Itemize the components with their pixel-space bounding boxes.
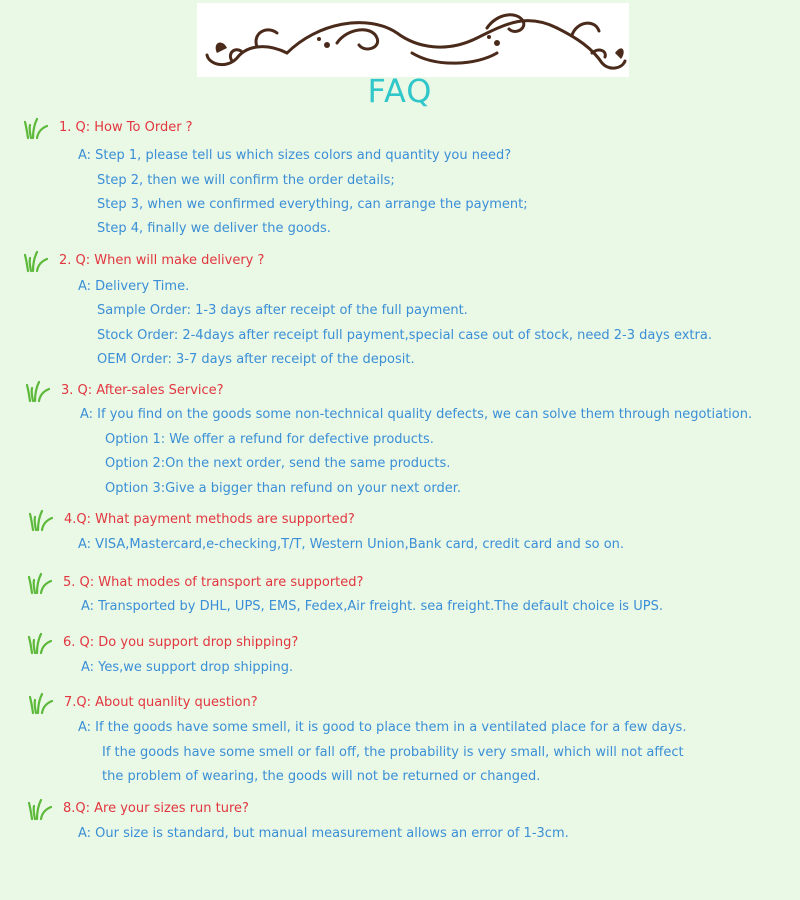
grass-leaf-icon	[28, 571, 52, 595]
ornamental-scroll-icon	[197, 3, 629, 77]
faq-answer-line: A: Yes,we support drop shipping.	[81, 660, 294, 675]
page-title: FAQ	[367, 72, 433, 110]
grass-leaf-icon	[24, 116, 48, 140]
grass-leaf-icon	[28, 797, 52, 821]
faq-question: 4.Q: What payment methods are supported?	[64, 512, 355, 527]
faq-question: 3. Q: After-sales Service?	[61, 383, 224, 398]
grass-leaf-icon	[28, 631, 52, 655]
faq-question: 7.Q: About quanlity question?	[64, 695, 258, 710]
faq-question: 8.Q: Are your sizes run ture?	[63, 801, 249, 816]
faq-answer-line: Sample Order: 1-3 days after receipt of the full payment.	[97, 303, 468, 318]
faq-answer-line: If the goods have some smell or fall off, the probability is very small, which will not affect	[102, 745, 684, 760]
faq-answer-line: A: Step 1, please tell us which sizes colors and quantity you need?	[78, 148, 512, 163]
faq-answer-line: the problem of wearing, the goods will not be returned or changed.	[102, 769, 541, 784]
grass-leaf-icon	[29, 508, 53, 532]
faq-answer-line: Stock Order: 2-4days after receipt full payment,special case out of stock, need 2-3 days extra.	[97, 328, 712, 343]
faq-answer-line: Step 2, then we will confirm the order details;	[97, 173, 395, 188]
faq-answer-line: Option 3:Give a bigger than refund on your next order.	[105, 481, 462, 496]
faq-answer-line: A: Our size is standard, but manual measurement allows an error of 1-3cm.	[78, 826, 569, 841]
faq-answer-line: A: Delivery Time.	[78, 279, 190, 294]
grass-leaf-icon	[29, 691, 53, 715]
faq-answer-line: Option 1: We offer a refund for defective products.	[105, 432, 434, 447]
faq-answer-line: Option 2:On the next order, send the same products.	[105, 456, 451, 471]
faq-question: 2. Q: When will make delivery ?	[59, 253, 265, 268]
faq-answer-line: A: If you find on the goods some non-technical quality defects, we can solve them through negotiation.	[80, 407, 753, 422]
faq-answer-line: A: VISA,Mastercard,e-checking,T/T, Western Union,Bank card, credit card and so on.	[78, 537, 625, 552]
grass-leaf-icon	[26, 379, 50, 403]
faq-answer-line: Step 4, finally we deliver the goods.	[97, 221, 331, 236]
faq-answer-line: OEM Order: 3-7 days after receipt of the deposit.	[97, 352, 415, 367]
faq-answer-line: A: Transported by DHL, UPS, EMS, Fedex,Air freight. sea freight.The default choice is UPS.	[81, 599, 663, 614]
grass-leaf-icon	[24, 249, 48, 273]
faq-question: 6. Q: Do you support drop shipping?	[63, 635, 299, 650]
faq-answer-line: Step 3, when we confirmed everything, can arrange the payment;	[97, 197, 528, 212]
faq-question: 5. Q: What modes of transport are supported?	[63, 575, 364, 590]
faq-answer-line: A: If the goods have some smell, it is good to place them in a ventilated place for a few days.	[78, 720, 687, 735]
faq-question: 1. Q: How To Order ?	[59, 120, 193, 135]
ornament-banner	[197, 3, 629, 77]
